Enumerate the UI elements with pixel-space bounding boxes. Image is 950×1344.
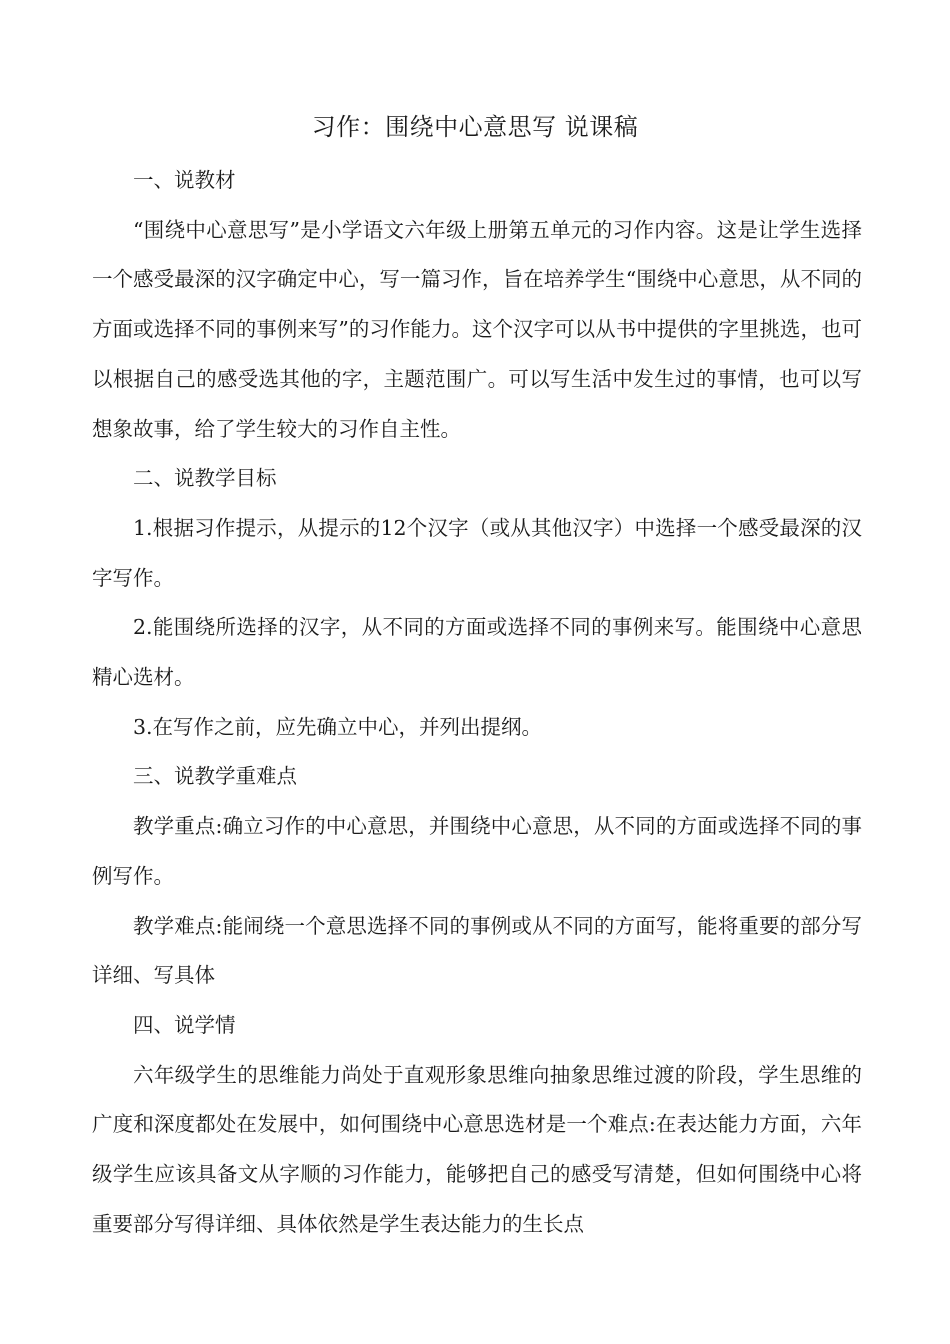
section-heading-student-analysis: 四、说学情	[133, 1012, 236, 1037]
paragraph-teaching-material: “围绕中心意思写”是小学语文六年级上册第五单元的习作内容。这是让学生选择一个感受最深的汉字确定中心，写一篇习作，旨在培养学生“围绕中心意思，从不同的方面或选择不同的事例来写”的习作能力。这个汉字可以从书中提供的字里挑选，也可以根据自己的感受选其他的字，主题范围广。可以写生活中发生过的事情，也可以写想象故事，给了学生较大的习作自主性。	[92, 217, 862, 441]
section-heading-key-points: 三、说教学重难点	[133, 764, 297, 789]
paragraph-key-point: 教学重点:确立习作的中心意思，并围绕中心意思，从不同的方面或选择不同的事例写作。	[92, 814, 862, 888]
section-heading-teaching-goals: 二、说教学目标	[133, 466, 277, 491]
goal-item-2: 2.能围绕所选择的汉字，从不同的方面或选择不同的事例来写。能围绕中心意思精心选材。	[92, 615, 862, 690]
paragraph-student-analysis: 六年级学生的思维能力尚处于直观形象思维向抽象思维过渡的阶段，学生思维的广度和深度都处在发展中，如何围绕中心意思选材是一个难点:在表达能力方面，六年级学生应该具备文从字顺的习作能力，能够把自己的感受写清楚，但如何围绕中心将重要部分写得详细、具体依然是学生表达能力的生长点	[92, 1062, 862, 1236]
goal-item-3: 3.在写作之前，应先确立中心，并列出提纲。	[133, 714, 543, 739]
document-title: 习作：围绕中心意思写 说课稿	[311, 113, 639, 141]
document-body	[92, 156, 862, 1249]
paragraph-difficult-point: 教学难点:能闹绕一个意思选择不同的事例或从不同的方面写，能将重要的部分写详细、写具体	[92, 913, 862, 988]
goal-item-1: 1.根据习作提示，从提示的12个汉字（或从其他汉字）中选择一个感受最深的汉字写作。	[92, 515, 862, 590]
section-heading-teaching-material: 一、说教材	[133, 168, 236, 192]
